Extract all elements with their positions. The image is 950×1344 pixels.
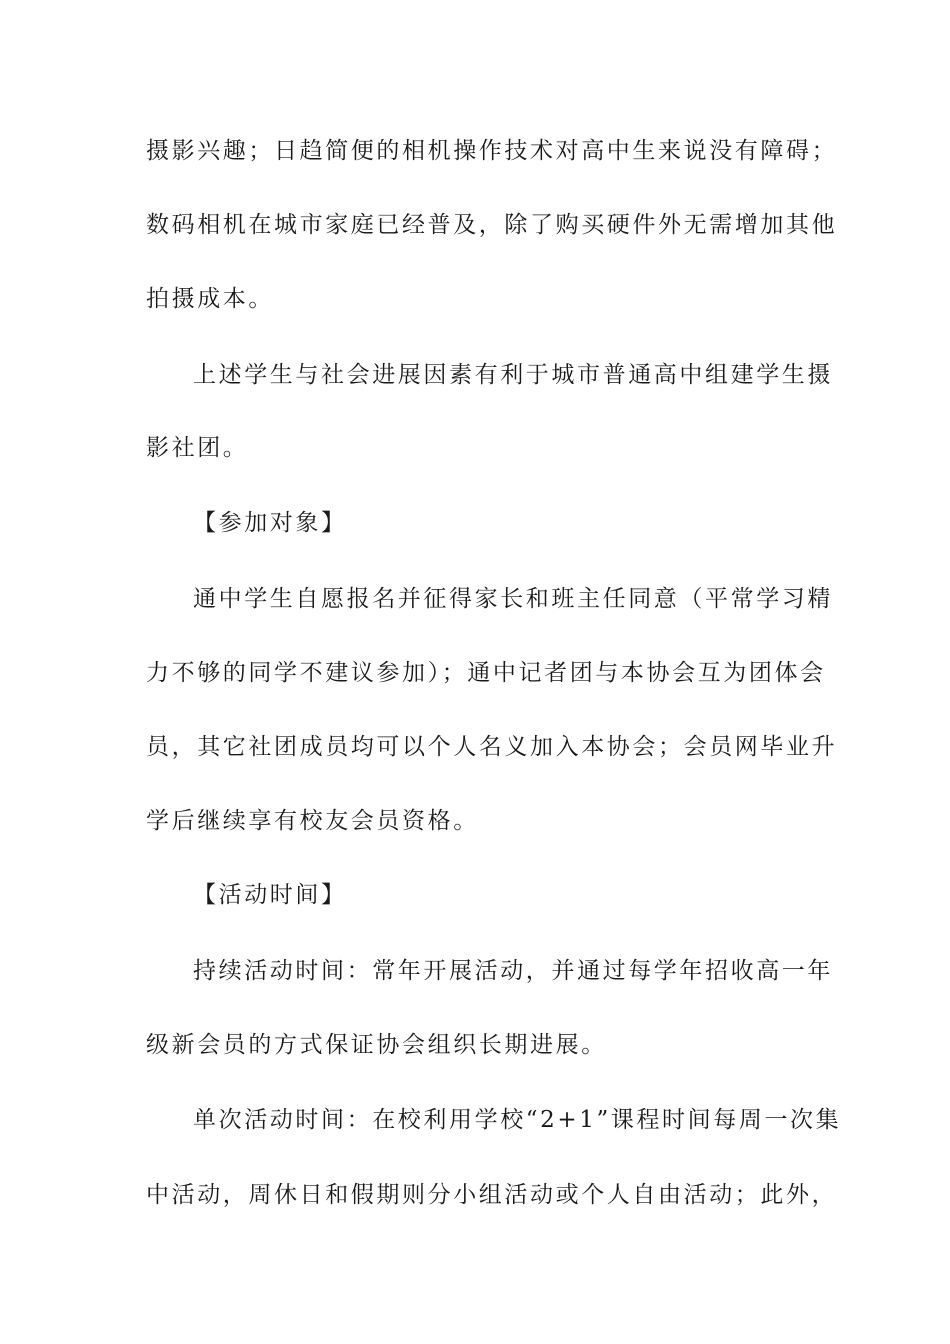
paragraph-line: 拍摄成本。 xyxy=(146,286,274,312)
paragraph-line: 持续活动时间：常年开展活动，并通过每学年招收高一年 xyxy=(193,958,833,984)
paragraph-line: 单次活动时间：在校利用学校“2+1”课程时间每周一次集 xyxy=(193,1107,842,1133)
section-heading-activity-time: 【活动时间】 xyxy=(193,882,347,908)
paragraph-line: 员，其它社团成员均可以个人名义加入本协会；会员网毕业升 xyxy=(146,734,838,760)
paragraph-line: 力不够的同学不建议参加）；通中记者团与本协会互为团体会 xyxy=(146,660,826,686)
paragraph-line: 数码相机在城市家庭已经普及，除了购买硬件外无需增加其他 xyxy=(146,212,838,238)
paragraph-line: 级新会员的方式保证协会组织长期进展。 xyxy=(146,1032,607,1058)
paragraph-line: 学后继续享有校友会员资格。 xyxy=(146,808,479,834)
paragraph-line: 通中学生自愿报名并征得家长和班主任同意（平常学习精 xyxy=(193,586,833,612)
paragraph-line: 中活动，周休日和假期则分小组活动或个人自由活动；此外， xyxy=(146,1182,838,1208)
paragraph-line: 上述学生与社会进展因素有利于城市普通高中组建学生摄 xyxy=(193,362,833,388)
section-heading-participants: 【参加对象】 xyxy=(193,510,347,536)
paragraph-line: 影社团。 xyxy=(146,435,249,461)
paragraph-line: 摄影兴趣；日趋简便的相机操作技术对高中生来说没有障碍； xyxy=(146,138,838,164)
